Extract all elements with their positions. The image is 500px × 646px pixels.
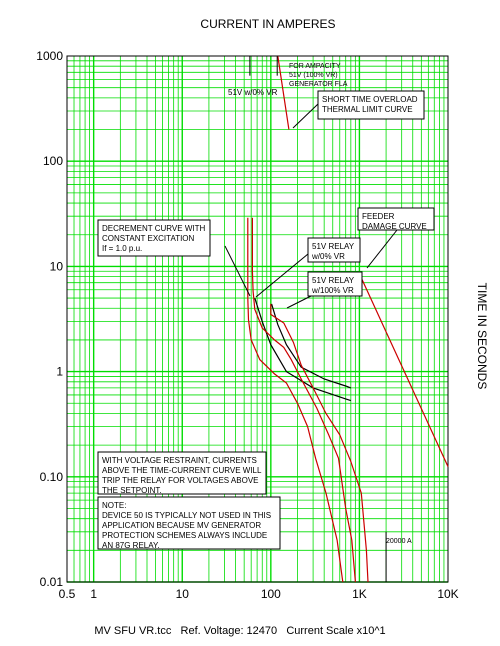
annotation-text: THERMAL LIMIT CURVE [322, 105, 413, 114]
annotation-text: CONSTANT EXCITATION [102, 234, 195, 243]
annotation-text: 51V RELAY [312, 242, 355, 251]
annotation [308, 272, 362, 296]
annotation-text: 51V RELAY [312, 276, 355, 285]
series-curve [278, 56, 289, 130]
annotation-text: APPLICATION BECAUSE MV GENERATOR [102, 521, 262, 530]
series-curve [271, 304, 368, 582]
y-tick-label: 100 [42, 154, 63, 169]
annotation-text: w/0% VR [312, 252, 345, 261]
annotation-text: NOTE: [102, 501, 127, 510]
x-tick-label: 100 [260, 587, 281, 601]
y-tick-labels [36, 49, 63, 589]
annotation-text: 51V w/0% VR [228, 88, 278, 97]
annotation-text: PROTECTION SCHEMES ALWAYS INCLUDE [102, 531, 268, 540]
annotation-text: If = 1.0 p.u. [102, 244, 143, 253]
x-tick-label: 10K [437, 587, 459, 601]
annotation-text: SHORT TIME OVERLOAD [322, 95, 418, 104]
y-tick-label: 1 [56, 364, 63, 379]
annotation-text: GENERATOR FLA [289, 81, 348, 88]
y-axis-label: TIME IN SECONDS [475, 282, 489, 390]
annotation [228, 88, 278, 97]
x-tick-label: 1K [352, 587, 367, 601]
annotation-text: DEVICE 50 IS TYPICALLY NOT USED IN THIS [102, 511, 272, 520]
y-tick-label: 0.01 [39, 575, 63, 589]
annotation [289, 63, 348, 88]
x-tick-label: 0.5 [58, 587, 76, 601]
annotation-text: WITH VOLTAGE RESTRAINT, CURRENTS [102, 456, 257, 465]
y-tick-label: 1000 [36, 49, 63, 63]
annotation [308, 238, 360, 262]
annotation-text: TRIP THE RELAY FOR VOLTAGES ABOVE [102, 476, 259, 485]
annotation [318, 91, 424, 119]
annotation-text: DECREMENT CURVE WITH [102, 224, 206, 233]
annotation-text: 20000 A [386, 538, 412, 545]
leader-line [367, 230, 397, 268]
y-tick-label: 0.10 [39, 469, 63, 484]
chart-title: CURRENT IN AMPERES [200, 17, 336, 31]
annotation-text: FEEDER [362, 212, 395, 221]
annotation [98, 452, 266, 495]
annotation [358, 208, 434, 231]
annotation [386, 538, 412, 545]
annotation-text: AN 87G RELAY. [102, 541, 160, 550]
series-curve [272, 304, 351, 388]
x-tick-label: 10 [175, 587, 189, 601]
x-tick-label: 1 [90, 587, 98, 601]
annotation-text: ABOVE THE TIME-CURRENT CURVE WILL [102, 466, 262, 475]
y-tick-label: 10 [49, 259, 63, 274]
series-curve [359, 274, 448, 467]
annotation-text: FOR AMPACITY [289, 63, 341, 70]
annotation-text: DAMAGE CURVE [362, 222, 427, 231]
annotation [98, 220, 210, 256]
annotation-text: THE SETPOINT. [102, 486, 162, 495]
annotation-text: w/100% VR [312, 286, 354, 295]
leader-line [256, 254, 308, 297]
x-tick-labels [59, 587, 459, 601]
series-curve [255, 298, 351, 401]
annotation [98, 497, 280, 550]
footer-text: MV SFU VR.tcc Ref. Voltage: 12470 Current Scale x10^1 [94, 625, 386, 637]
annotation-text: 51V (100% VR) [289, 72, 338, 79]
leader-line [293, 104, 318, 128]
